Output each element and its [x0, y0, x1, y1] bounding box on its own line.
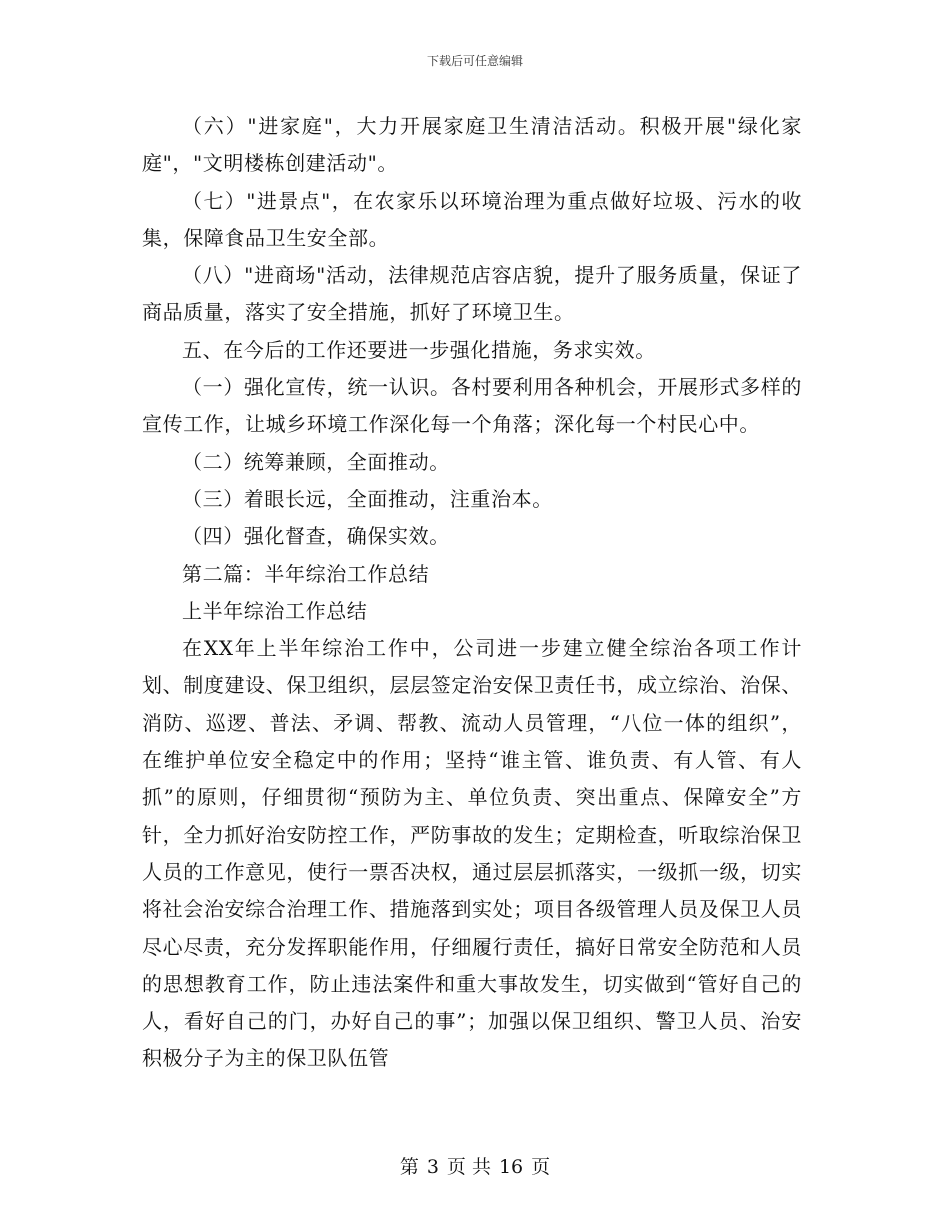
footer-total-pages: 16 [498, 1156, 524, 1178]
summary-title: 上半年综治工作总结 [182, 598, 368, 623]
page-header: 下载后可任意编辑 [426, 54, 523, 68]
footer-prefix: 第 [399, 1156, 419, 1178]
footer-suffix: 页 [531, 1156, 551, 1178]
page-footer [0, 1152, 950, 1179]
paragraph-6-family: （六）"进家庭"，大力开展家庭卫生清洁活动。积极开展"绿化家庭"，"文明楼栋创建活动"。 [142, 114, 802, 176]
item-2-overall: （二）统筹兼顾，全面推动。 [182, 449, 450, 474]
chapter-2-title: 第二篇：半年综治工作总结 [182, 561, 430, 586]
item-4-supervision: （四）强化督查，确保实效。 [182, 524, 450, 549]
section-5-heading: 五、在今后的工作还要进一步强化措施，务求实效。 [182, 337, 656, 362]
document-body [142, 108, 802, 1078]
footer-page-number: 3 [426, 1156, 439, 1178]
item-3-longterm: （三）着眼长远，全面推动，注重治本。 [182, 486, 553, 511]
summary-paragraph: 在XX年上半年综治工作中，公司进一步建立健全综治各项工作计划、制度建设、保卫组织，层层签定治安保卫责任书，成立综治、治保、消防、巡逻、普法、矛调、帮教、流动人员管理，“八位一体的组织”，在维护单位安全稳定中的作用；坚持“谁主管、谁负责、有人管、有人抓”的原则，仔细贯彻“预防为主、单位负责、突出重点、保障安全”方针，全力抓好治安防控工作，严防事故的发生；定期检查，听取综治保卫人员的工作意见，使行一票否决权，通过层层抓落实，一级抓一级，切实将社会治安综合治理工作、措施落到实处；项目各级管理人员及保卫人员尽心尽责，充分发挥职能作用，仔细履行责任，搞好日常安全防范和人员的思想教育工作，防止违法案件和重大事故发生，切实做到“管好自己的人，看好自己的门，办好自己的事”；加强以保卫组织、警卫人员、治安积极分子为主的保卫队伍管 [142, 636, 802, 1071]
paragraph-7-scenic: （七）"进景点"，在农家乐以环境治理为重点做好垃圾、污水的收集，保障食品卫生安全部。 [142, 188, 802, 250]
item-1-publicity: （一）强化宣传，统一认识。各村要利用各种机会，开展形式多样的宣传工作，让城乡环境工作深化每一个角落；深化每一个村民心中。 [142, 375, 802, 437]
paragraph-8-mall: （八）"进商场"活动，法律规范店容店貌，提升了服务质量，保证了商品质量，落实了安全措施，抓好了环境卫生。 [142, 263, 802, 325]
footer-middle: 页 共 [446, 1156, 491, 1178]
